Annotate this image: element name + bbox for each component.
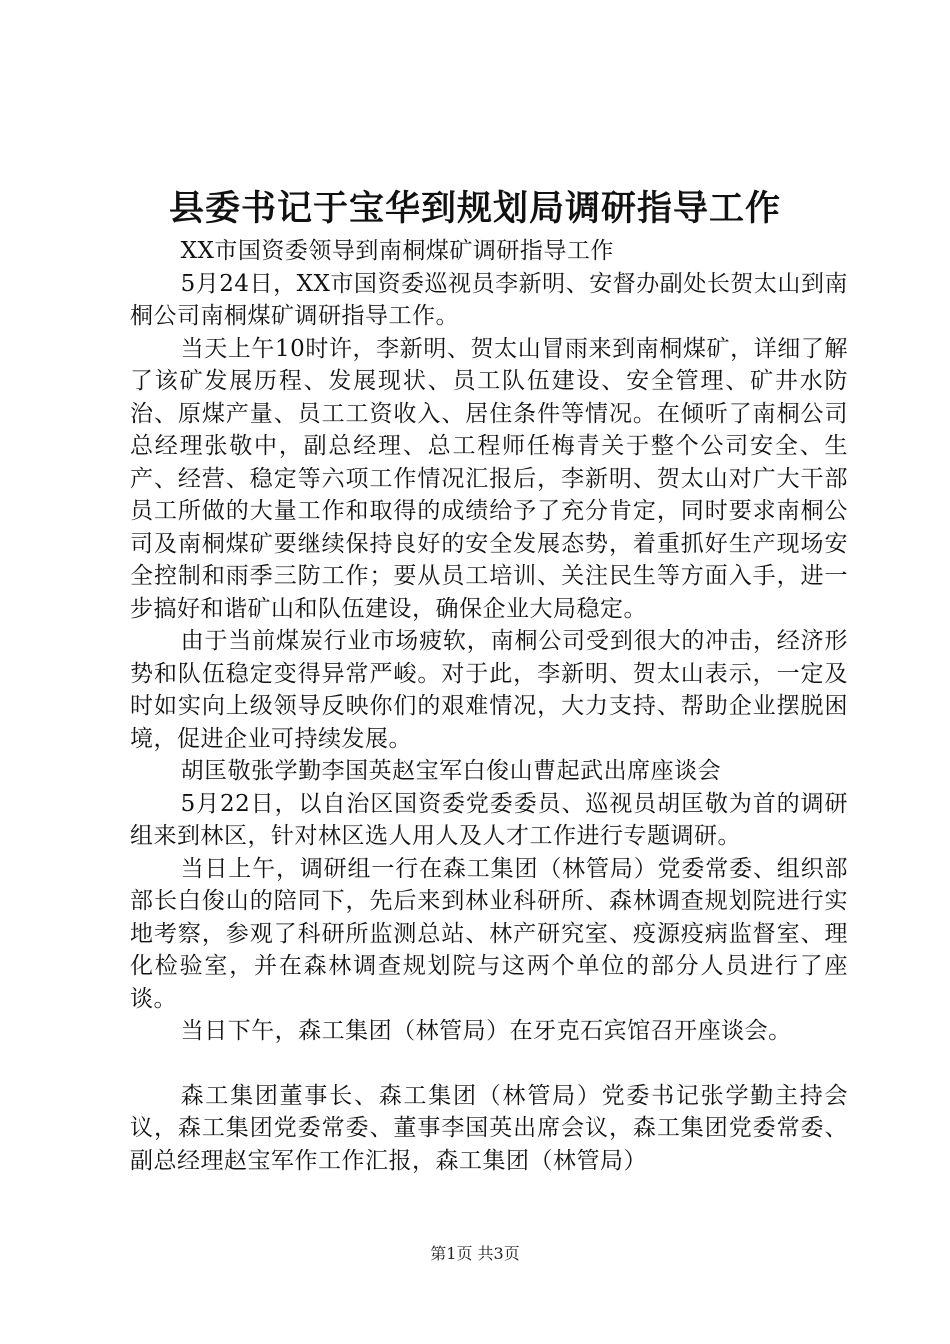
body-paragraph: 5月24日，XX市国资委巡视员李新明、安督办副处长贺太山到南桐公司南桐煤矿调研指导工作。	[130, 270, 848, 329]
body-paragraph: XX市国资委领导到南桐煤矿调研指导工作	[180, 238, 614, 264]
body-paragraph: 森工集团董事长、森工集团（林管局）党委书记张学勤主持会议，森工集团党委常委、董事李国英出席会议，森工集团党委常委、副总经理赵宝军作工作汇报，森工集团（林管局）	[130, 1082, 848, 1174]
document-body	[130, 235, 848, 1177]
body-paragraph: 当日下午，森工集团（林管局）在牙克石宾馆召开座谈会。	[180, 1018, 792, 1044]
body-paragraph: 胡匡敬张学勤李国英赵宝军白俊山曹起武出席座谈会	[180, 758, 722, 784]
body-paragraph: 当日上午，调研组一行在森工集团（林管局）党委常委、组织部部长白俊山的陪同下，先后来到林业科研所、森林调查规划院进行实地考察，参观了科研所监测总站、林产研究室、疫源疫病监督室、理化检验室，并在森林调查规划院与这两个单位的部分人员进行了座谈。	[130, 855, 848, 1012]
body-paragraph: 由于当前煤炭行业市场疲软，南桐公司受到很大的冲击，经济形势和队伍稳定变得异常严峻。对于此，李新明、贺太山表示，一定及时如实向上级领导反映你们的艰难情况，大力支持、帮助企业摆脱困境，促进企业可持续发展。	[130, 628, 848, 752]
document-title: 县委书记于宝华到规划局调研指导工作	[168, 188, 781, 229]
body-paragraph: 5月22日，以自治区国资委党委委员、巡视员胡匡敬为首的调研组来到林区，针对林区选人用人及人才工作进行专题调研。	[130, 790, 848, 849]
page-footer: 第1页 共3页	[430, 1244, 520, 1263]
body-paragraph: 当天上午10时许，李新明、贺太山冒雨来到南桐煤矿，详细了解了该矿发展历程、发展现状、员工队伍建设、安全管理、矿井水防治、原煤产量、员工工资收入、居住条件等情况。在倾听了南桐公司总经理张敬中，副总经理、总工程师任梅青关于整个公司安全、生产、经营、稳定等六项工作情况汇报后，李新明、贺太山对广大干部员工所做的大量工作和取得的成绩给予了充分肯定，同时要求南桐公司及南桐煤矿要继续保持良好的安全发展态势，着重抓好生产现场安全控制和雨季三防工作；要从员工培训、关注民生等方面入手，进一步搞好和谐矿山和队伍建设，确保企业大局稳定。	[130, 335, 848, 622]
